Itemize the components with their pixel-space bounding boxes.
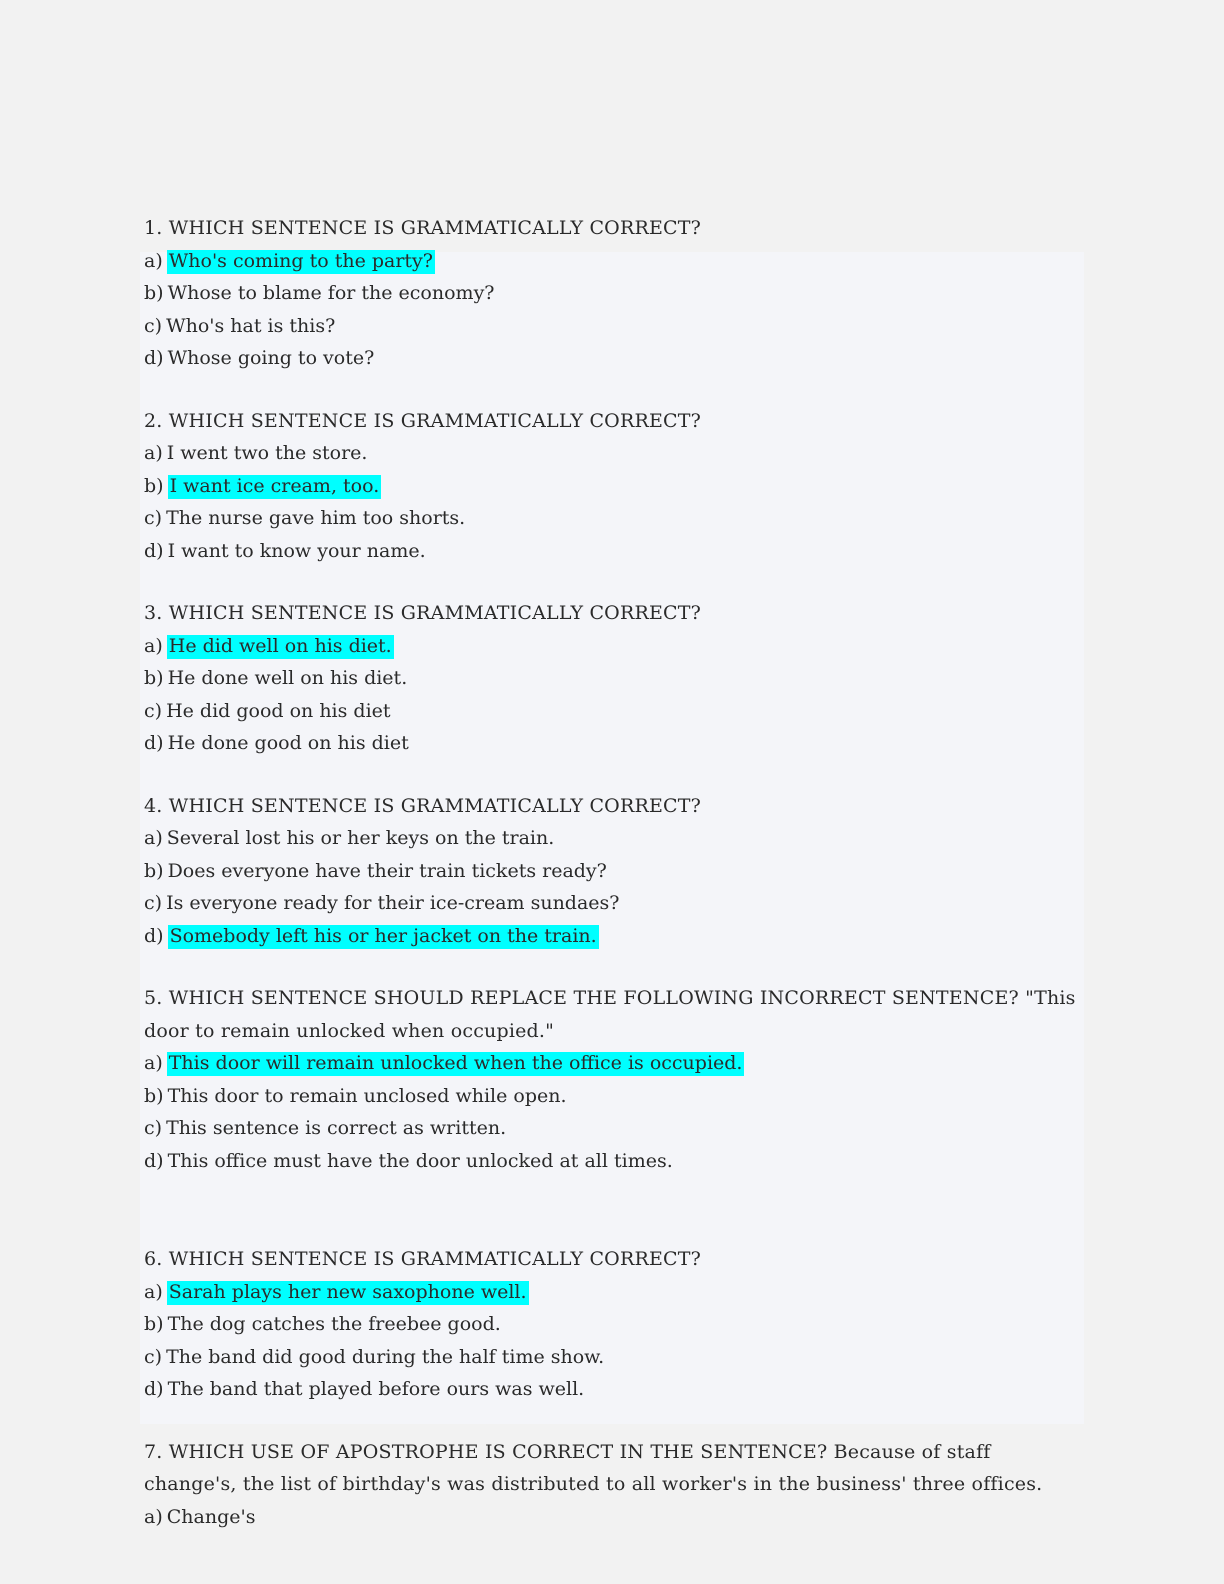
option-text: This office must have the door unlocked at all times. xyxy=(167,1149,673,1172)
option-b xyxy=(144,1080,1124,1113)
question-5 xyxy=(144,982,1124,1177)
option-letter: a) xyxy=(144,634,163,657)
option-a xyxy=(144,822,1124,855)
option-b xyxy=(144,277,1124,310)
option-text: He done well on his diet. xyxy=(167,667,408,689)
option-letter: d) xyxy=(144,347,164,369)
option-letter: b) xyxy=(144,859,164,882)
option-c xyxy=(144,310,1124,343)
option-d xyxy=(144,920,1124,953)
option-d xyxy=(144,342,1124,375)
option-letter: a) xyxy=(144,1280,163,1303)
option-a xyxy=(144,630,1124,663)
option-b xyxy=(144,470,1124,503)
option-a xyxy=(144,437,1124,470)
question-title: 6. WHICH SENTENCE IS GRAMMATICALLY CORRECT? xyxy=(144,1248,702,1270)
option-text: Whose to blame for the economy? xyxy=(167,282,495,304)
option-letter: d) xyxy=(144,1378,164,1400)
option-c xyxy=(144,1341,1124,1374)
option-letter: d) xyxy=(144,924,164,947)
option-text: Several lost his or her keys on the train. xyxy=(166,827,555,849)
option-letter: c) xyxy=(144,1345,163,1368)
option-text: This door to remain unclosed while open. xyxy=(167,1084,567,1107)
option-letter: b) xyxy=(144,282,164,304)
option-text: Is everyone ready for their ice-cream sundaes? xyxy=(166,892,620,914)
option-text: I went two the store. xyxy=(166,442,368,464)
option-text-highlighted: He did well on his diet. xyxy=(168,634,392,657)
option-c xyxy=(144,502,1124,535)
option-letter: d) xyxy=(144,732,164,754)
question-3 xyxy=(144,597,1124,760)
option-text: The band that played before ours was well. xyxy=(167,1378,585,1400)
option-letter: a) xyxy=(144,1505,163,1528)
question-2 xyxy=(144,405,1124,568)
option-letter: b) xyxy=(144,1084,164,1107)
option-text: The nurse gave him too shorts. xyxy=(166,507,466,529)
quiz-document xyxy=(144,212,1124,1533)
question-7 xyxy=(144,1436,1124,1534)
option-letter: c) xyxy=(144,699,163,722)
option-letter: b) xyxy=(144,667,164,689)
option-text: This sentence is correct as written. xyxy=(166,1117,507,1139)
option-text: He did good on his diet xyxy=(166,699,391,722)
option-text: Does everyone have their train tickets ready? xyxy=(167,859,607,882)
option-a xyxy=(144,1501,1124,1534)
option-letter: b) xyxy=(144,1313,164,1335)
option-text: I want to know your name. xyxy=(167,539,426,562)
option-text: The dog catches the freebee good. xyxy=(167,1313,501,1335)
option-b xyxy=(144,855,1124,888)
option-text-highlighted: Sarah plays her new saxophone well. xyxy=(168,1280,527,1303)
option-letter: c) xyxy=(144,314,163,337)
option-text: He done good on his diet xyxy=(167,732,409,754)
question-title: 2. WHICH SENTENCE IS GRAMMATICALLY CORRECT? xyxy=(144,409,702,432)
option-a xyxy=(144,1276,1124,1309)
option-text-highlighted: Somebody left his or her jacket on the train. xyxy=(169,924,597,947)
option-text-highlighted: I want ice cream, too. xyxy=(169,474,380,497)
option-text: Change's xyxy=(166,1505,256,1528)
option-letter: d) xyxy=(144,539,164,562)
option-text: Who's hat is this? xyxy=(166,314,336,337)
option-c xyxy=(144,887,1124,920)
option-c xyxy=(144,1112,1124,1145)
option-a xyxy=(144,1047,1124,1080)
option-text-highlighted: This door will remain unlocked when the office is occupied. xyxy=(168,1052,743,1074)
option-letter: c) xyxy=(144,507,163,529)
question-title: 7. WHICH USE OF APOSTROPHE IS CORRECT IN THE SENTENCE? Because of staff change's, the list of birthday's was distributed to all worker's in the business' three offices. xyxy=(144,1440,1043,1495)
option-b xyxy=(144,1308,1124,1341)
option-text-highlighted: Who's coming to the party? xyxy=(168,249,433,272)
option-letter: d) xyxy=(144,1149,164,1172)
option-letter: c) xyxy=(144,1117,163,1139)
question-title: 5. WHICH SENTENCE SHOULD REPLACE THE FOLLOWING INCORRECT SENTENCE? "This door to remain unlocked when occupied." xyxy=(144,987,1076,1042)
option-letter: a) xyxy=(144,249,163,272)
option-text: The band did good during the half time show. xyxy=(166,1345,605,1368)
option-b xyxy=(144,662,1124,695)
option-letter: a) xyxy=(144,1052,163,1074)
question-1 xyxy=(144,212,1124,375)
question-title: 1. WHICH SENTENCE IS GRAMMATICALLY CORRECT? xyxy=(144,217,702,239)
option-letter: c) xyxy=(144,892,163,914)
question-title: 4. WHICH SENTENCE IS GRAMMATICALLY CORRECT? xyxy=(144,794,702,817)
option-text: Whose going to vote? xyxy=(167,347,375,369)
option-letter: b) xyxy=(144,474,164,497)
option-d xyxy=(144,727,1124,760)
option-d xyxy=(144,535,1124,568)
option-a xyxy=(144,245,1124,278)
option-d xyxy=(144,1145,1124,1178)
question-6 xyxy=(144,1243,1124,1406)
option-c xyxy=(144,695,1124,728)
question-title: 3. WHICH SENTENCE IS GRAMMATICALLY CORRECT? xyxy=(144,602,702,624)
question-4 xyxy=(144,790,1124,953)
option-d xyxy=(144,1373,1124,1406)
option-letter: a) xyxy=(144,827,163,849)
option-letter: a) xyxy=(144,442,163,464)
